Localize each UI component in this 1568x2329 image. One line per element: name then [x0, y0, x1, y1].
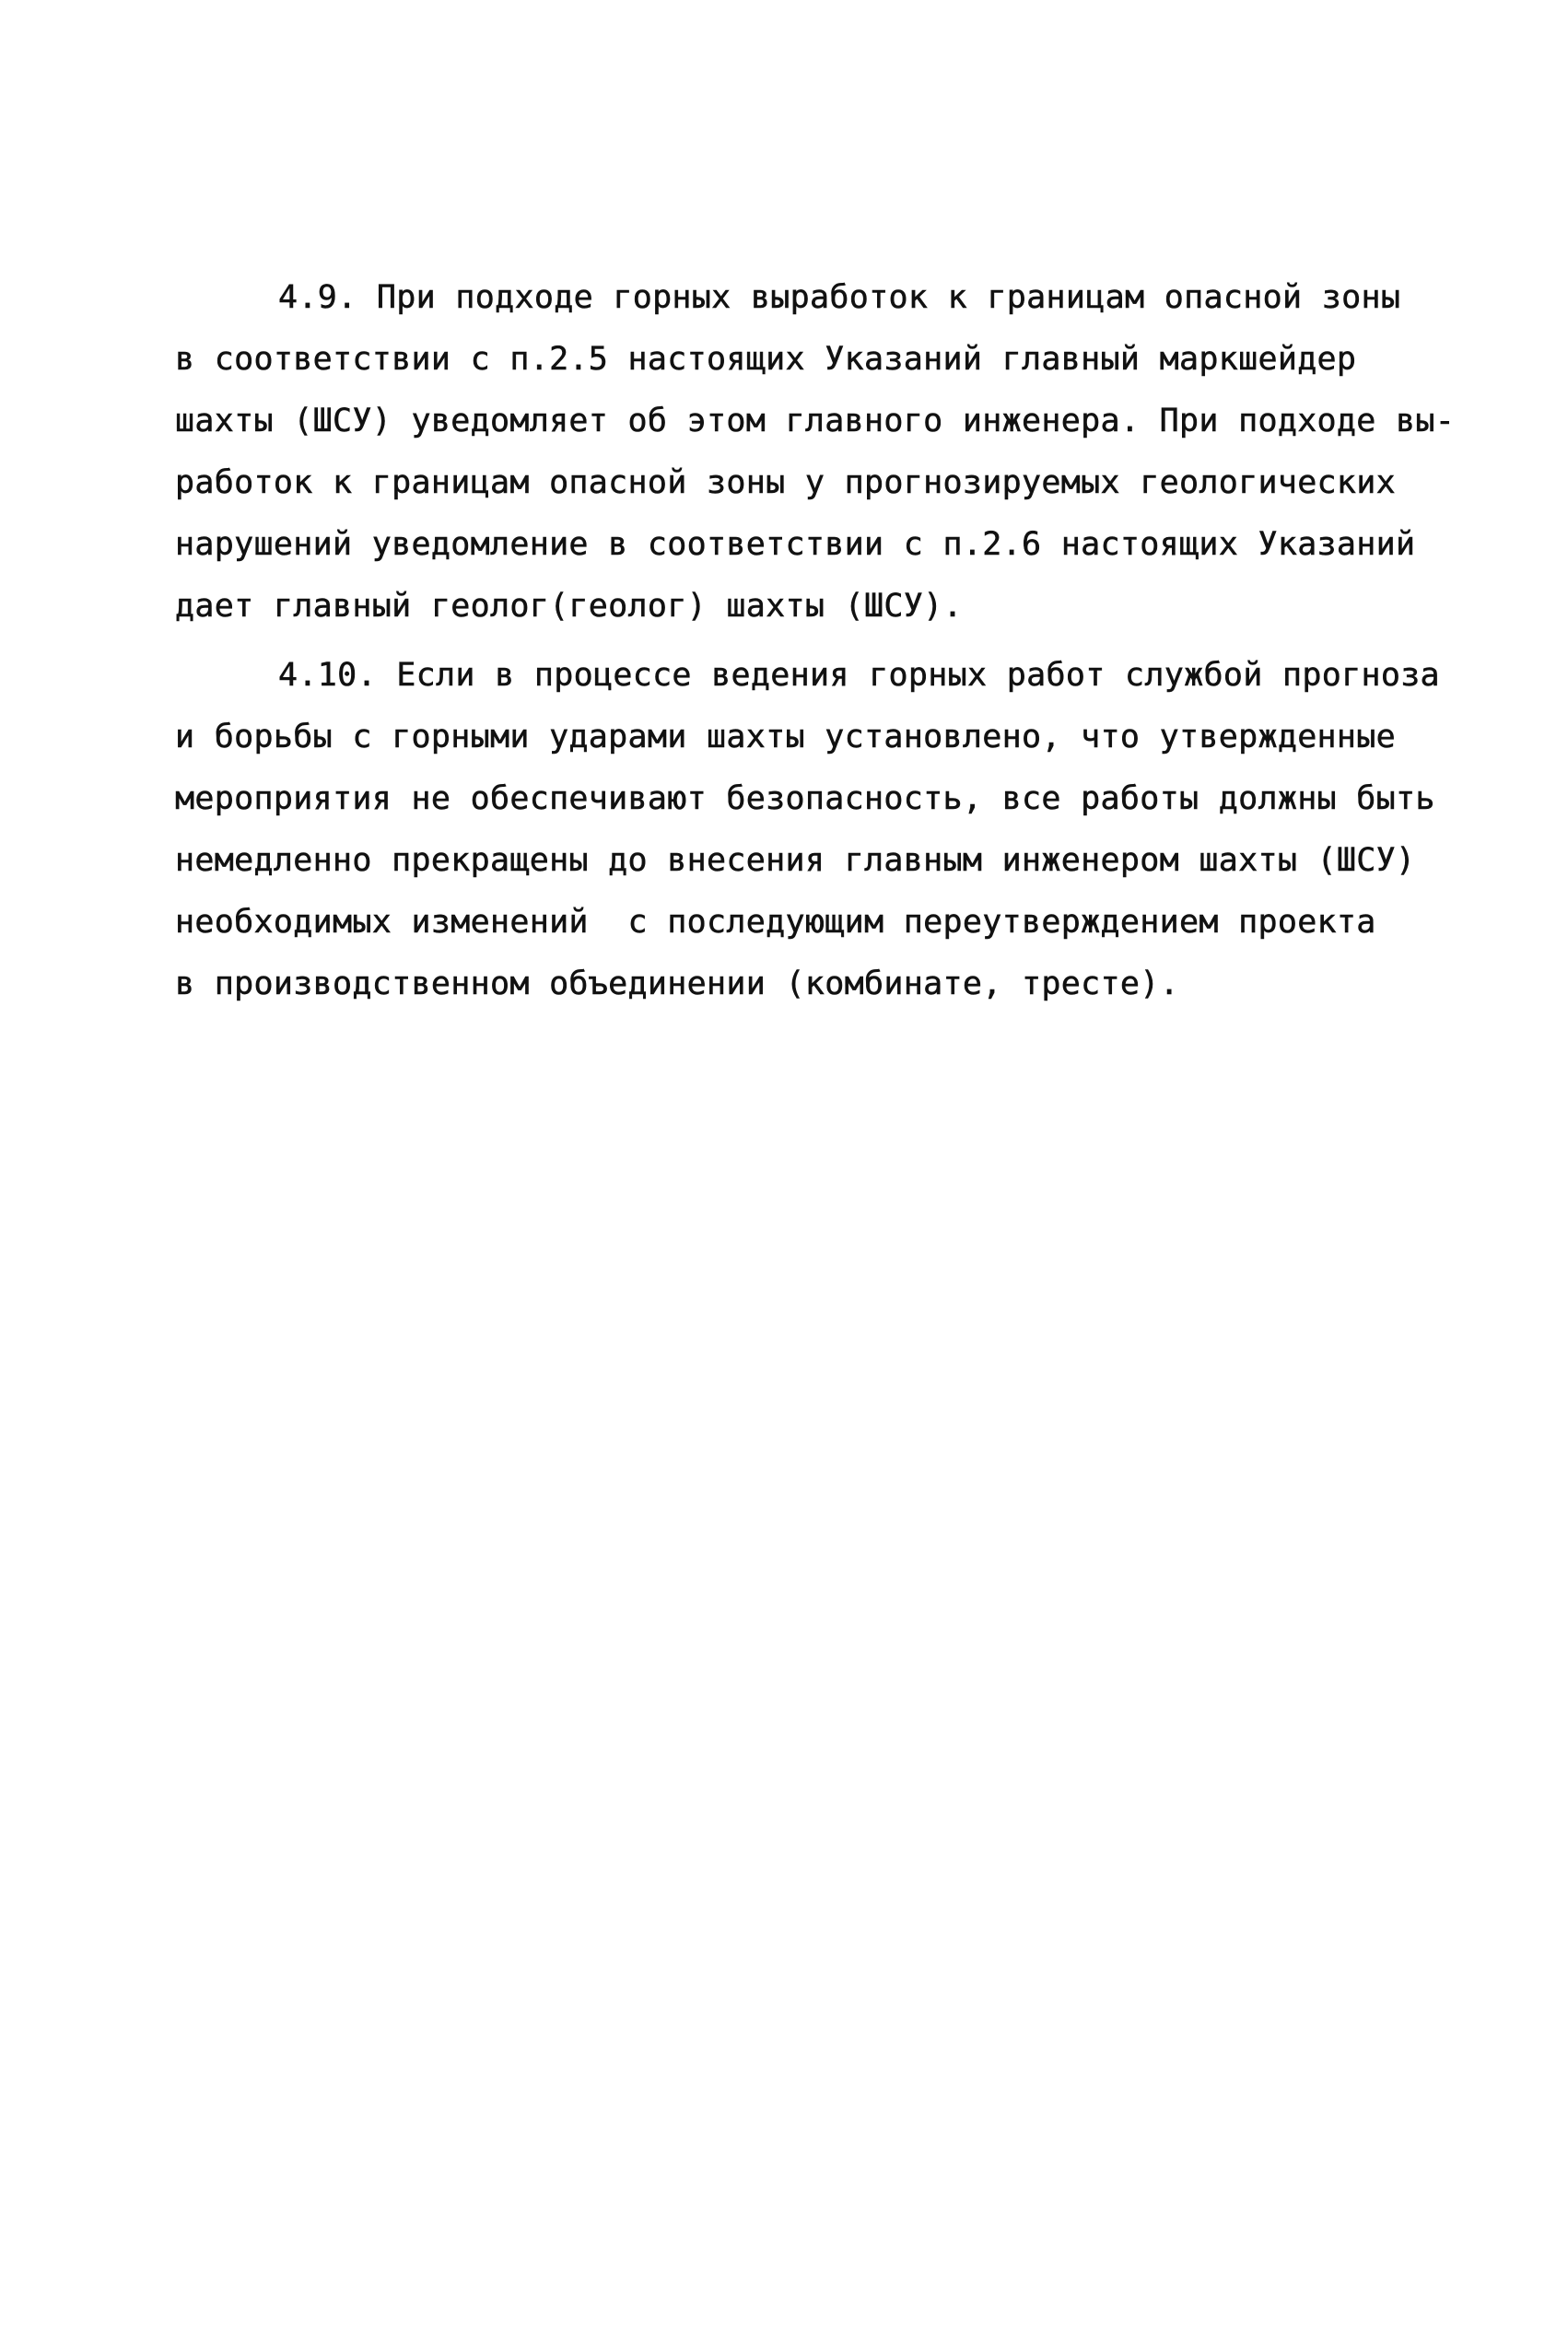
paragraph-line: нарушений уведомление в соответствии с п.2.6 настоящих Указаний: [175, 526, 1416, 563]
paragraph-line: дает главный геолог(геолог) шахты (ШСУ).: [175, 588, 963, 625]
paragraph-line: в соответствии с п.2.5 настоящих Указаний главный маркшейдер: [175, 341, 1357, 378]
paragraph-line: необходимых изменений с последующим переутверждением проекта: [175, 904, 1376, 941]
document-body: [175, 267, 1456, 1015]
paragraph-line: 4.9. При подходе горных выработок к границам опасной зоны: [278, 279, 1401, 316]
paragraph-line: в производственном объединении (комбинате, тресте).: [175, 966, 1179, 1002]
paragraph-line: немедленно прекращены до внесения главным инженером шахты (ШСУ): [175, 842, 1416, 879]
paragraph-line: шахты (ШСУ) уведомляет об этом главного инженера. При подходе вы-: [175, 403, 1456, 439]
paragraph-4-9: [175, 267, 1456, 638]
paragraph-4-10: [175, 645, 1446, 1015]
paragraph-line: 4.10. Если в процессе ведения горных работ службой прогноза: [278, 657, 1440, 694]
paragraph-line: мероприятия не обеспечивают безопасность, все работы должны быть: [175, 780, 1435, 817]
paragraph-line: работок к границам опасной зоны у прогнозируемых геологических: [175, 464, 1397, 501]
paragraph-line: и борьбы с горными ударами шахты установлено, что утвержденные: [175, 719, 1397, 755]
